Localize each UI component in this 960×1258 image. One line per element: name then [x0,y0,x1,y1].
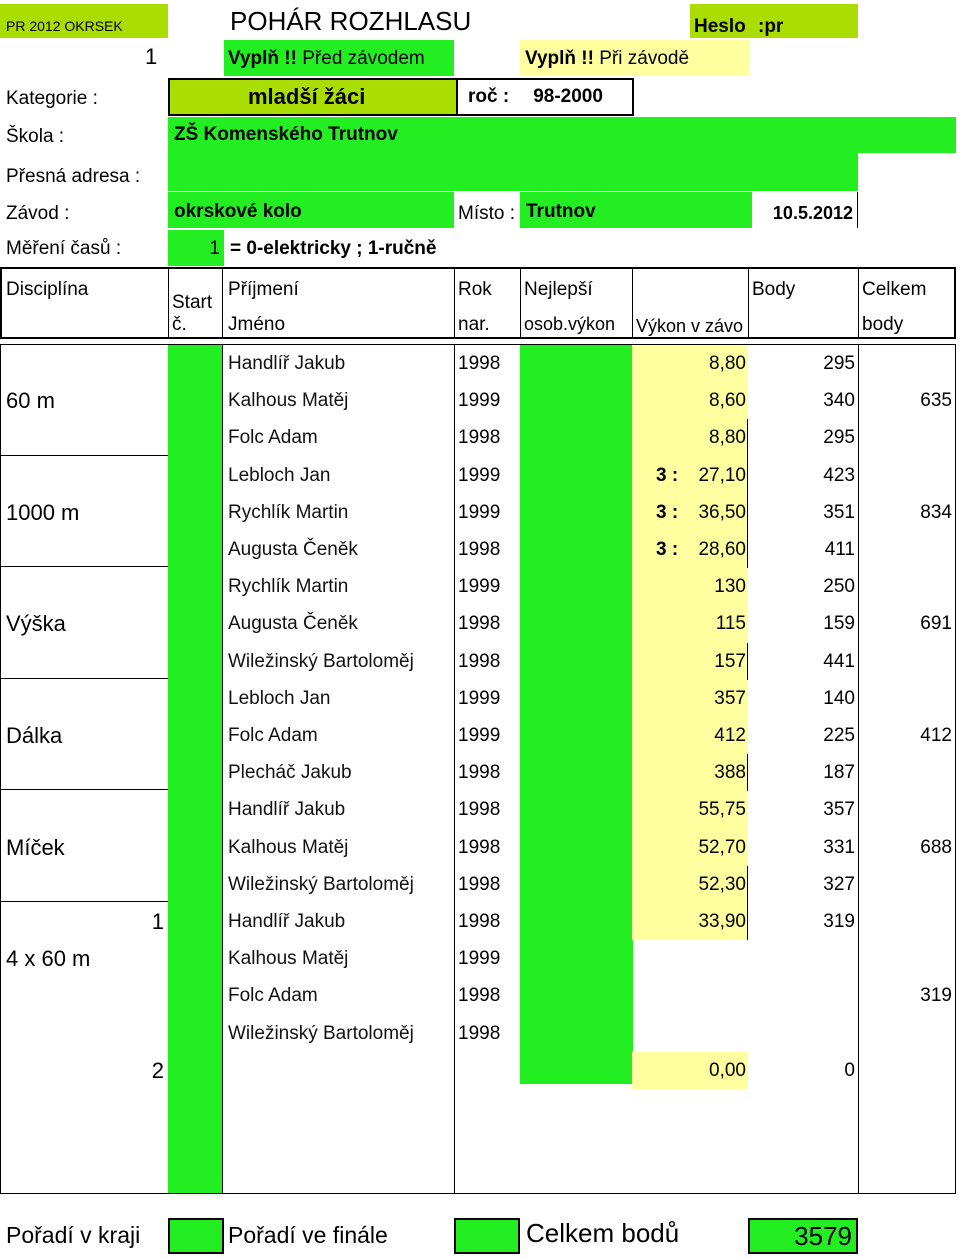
birth-year: 1999 [458,948,501,970]
poradi-final-field[interactable] [454,1218,520,1254]
roc-label: roč : [468,86,510,107]
result-value: 357 [714,687,746,709]
col-nejlepsi-1: Nejlepší [524,279,593,300]
group-separator [0,566,168,567]
discipline-label: 1000 m [6,499,80,525]
col-vykon-text: Výkon v závo [636,316,744,336]
skola-field[interactable] [168,117,956,153]
group-separator [0,789,168,790]
heslo-label: Heslo [694,16,746,37]
zavod-value: okrskové kolo [174,201,302,222]
athlete-name: Plecháč Jakub [228,762,352,784]
birth-year: 1998 [458,539,501,560]
zavod-label: Závod : [6,203,70,224]
discipline-total: 834 [920,501,952,523]
fill-during-text: Při závodě [599,48,690,69]
footer-celkem-label: Celkem bodů [526,1218,680,1248]
result-value: 36,50 [698,501,746,523]
group-separator [0,901,168,902]
birth-year: 1998 [458,427,501,449]
col-disciplina: Disciplína [6,279,89,300]
kategorie-label: Kategorie : [6,88,98,109]
group-separator [0,455,168,456]
birth-year: 1999 [458,725,501,746]
discipline-label: 4 x 60 m [6,946,91,972]
points-value: 331 [823,836,855,858]
birth-year: 1998 [458,911,501,932]
column-divider-points [748,268,749,338]
misto-value: Trutnov [526,201,596,222]
birth-year: 1999 [458,390,501,412]
result-value: 27,10 [698,464,746,486]
points-value: 295 [823,427,855,449]
datum-field[interactable] [752,192,858,228]
fill-before-prefix: Vyplň !! [228,48,297,69]
birth-year: 1998 [458,613,501,635]
result-minutes: 3 : [656,464,679,486]
athlete-name: Folc Adam [228,725,318,746]
athlete-name: Handlíř Jakub [228,911,346,932]
result-value: 130 [714,576,746,598]
col-nejlepsi-2: osob.výkon [524,314,616,334]
athlete-name: Lebloch Jan [228,464,331,486]
row-number: 1 [145,44,158,69]
result-value: 52,30 [698,873,746,895]
skola-label: Škola : [6,126,65,147]
result-value: 115 [715,613,746,635]
athlete-name: Kalhous Matěj [228,948,349,970]
name-column-line [222,345,223,1193]
roc-field[interactable] [456,78,634,116]
athlete-name: Kalhous Matěj [228,836,349,858]
points-value: 327 [823,873,855,895]
celkem-bodu-value: 3579 [794,1221,852,1251]
athlete-name: Wiležinský Bartoloměj [228,1022,414,1044]
points-value: 295 [823,353,855,374]
fill-before-text: Před závodem [302,48,425,69]
result-minutes: 3 : [656,501,679,523]
start-column [168,345,223,1193]
misto-label: Místo : [458,203,516,224]
col-prijmeni: Příjmení [228,279,299,300]
mereni-label: Měření časů : [6,238,122,259]
athlete-name: Lebloch Jan [228,687,331,709]
kategorie-value: mladší žáci [248,84,366,109]
pr-label: PR 2012 OKRSEK [6,18,123,34]
col-rok-2: nar. [458,314,490,335]
athlete-name: Augusta Čeněk [228,613,358,635]
points-value: 351 [823,501,855,523]
points-value: 140 [823,687,855,709]
skola-value: ZŠ Komenského Trutnov [174,124,398,145]
col-celkem-1: Celkem [862,279,927,300]
best-column-relay [520,1047,633,1084]
birth-year: 1999 [458,501,501,523]
birth-year: 1998 [458,873,501,895]
points-value: 423 [823,464,855,486]
result-value: 157 [714,650,746,672]
kategorie-field[interactable] [168,78,458,116]
mereni-value: 1 [209,238,220,259]
result-value: 52,70 [698,836,746,858]
points-value: 357 [823,799,855,821]
points-value: 319 [823,911,855,932]
best-column [520,345,633,1047]
points-value: 250 [823,576,855,598]
athlete-name: Wiležinský Bartoloměj [228,873,414,895]
col-start-1: Start [172,292,213,313]
column-divider-start [168,268,169,338]
column-divider-year [454,268,455,338]
points-value: 340 [823,390,855,412]
datum-value: 10.5.2012 [772,203,853,223]
points-value: 411 [824,539,855,560]
col-rok-1: Rok [458,279,492,300]
column-divider-result [632,268,633,338]
discipline-label: Dálka [6,723,63,748]
athlete-name: Augusta Čeněk [228,539,358,560]
athlete-name: Folc Adam [228,985,318,1007]
athlete-name: Rychlík Martin [228,576,349,598]
col-start-2: č. [172,314,187,335]
birth-year: 1999 [458,464,501,486]
column-divider-best [520,268,521,338]
discipline-label: Míček [6,834,65,860]
birth-year: 1999 [458,687,501,709]
result-minutes: 3 : [656,539,679,560]
poradi-kraj-field[interactable] [168,1218,224,1254]
discipline-label: 60 m [6,388,55,414]
result-value: 388 [714,762,746,784]
points-value: 159 [823,613,855,635]
mereni-note: = 0-elektricky ; 1-ručně [230,238,437,259]
relay-team-number: 2 [151,1057,164,1083]
celkem-bodu-field [748,1218,858,1254]
discipline-label: Výška [6,611,66,637]
result-value: 28,60 [698,539,746,560]
result-value: 8,80 [709,353,746,374]
athlete-name: Handlíř Jakub [228,353,346,374]
result-value: 55,75 [698,799,746,821]
birth-year: 1998 [458,836,501,858]
discipline-total: 691 [920,613,952,635]
result-value: 8,60 [709,390,746,412]
footer-poradi-kraj-label: Pořadí v kraji [6,1222,141,1248]
birth-year: 1998 [458,985,501,1007]
birth-year: 1998 [458,353,501,374]
column-divider-total [858,268,859,338]
discipline-total: 635 [920,390,952,412]
athlete-name: Rychlík Martin [228,501,349,523]
zavod-field[interactable] [168,192,454,228]
athlete-name: Handlíř Jakub [228,799,346,821]
footer-poradi-final-label: Pořadí ve finále [228,1222,388,1248]
mereni-field[interactable] [168,230,224,266]
col-jmeno: Jméno [228,314,286,335]
adresa-field[interactable] [168,153,858,191]
fill-during-prefix: Vyplň !! [525,48,594,69]
col-vykon [636,316,748,337]
adresa-label: Přesná adresa : [6,166,141,187]
birth-year: 1999 [458,576,501,598]
discipline-total: 412 [920,725,952,746]
result-value: 33,90 [698,911,746,932]
result-value: 0,00 [709,1059,746,1081]
page-title: POHÁR ROZHLASU [230,6,472,36]
fill-during-label [525,48,689,70]
result-value: 8,80 [709,427,746,449]
fill-before-label [228,48,425,70]
points-column-line [858,345,859,1193]
birth-year: 1998 [458,762,501,784]
birth-year: 1998 [458,1022,501,1044]
col-body: Body [752,279,796,300]
athlete-name: Folc Adam [228,427,318,449]
points-value: 0 [844,1059,855,1081]
athlete-name: Wiležinský Bartoloměj [228,650,414,672]
discipline-total: 688 [920,836,952,858]
birth-year: 1998 [458,650,501,672]
points-value: 441 [823,650,855,672]
year-column-line [454,345,455,1193]
points-value: 187 [823,762,855,784]
col-celkem-2: body [862,314,904,335]
misto-field[interactable] [520,192,752,228]
group-separator [0,678,168,679]
discipline-total: 319 [920,985,952,1007]
relay-team-number: 1 [151,909,164,934]
heslo-value[interactable]: :pr [758,16,784,37]
birth-year: 1998 [458,799,501,821]
column-divider-name [222,268,223,338]
points-value: 225 [823,725,855,746]
roc-value: 98-2000 [533,86,603,107]
athlete-name: Kalhous Matěj [228,390,349,412]
result-value: 412 [714,725,746,746]
